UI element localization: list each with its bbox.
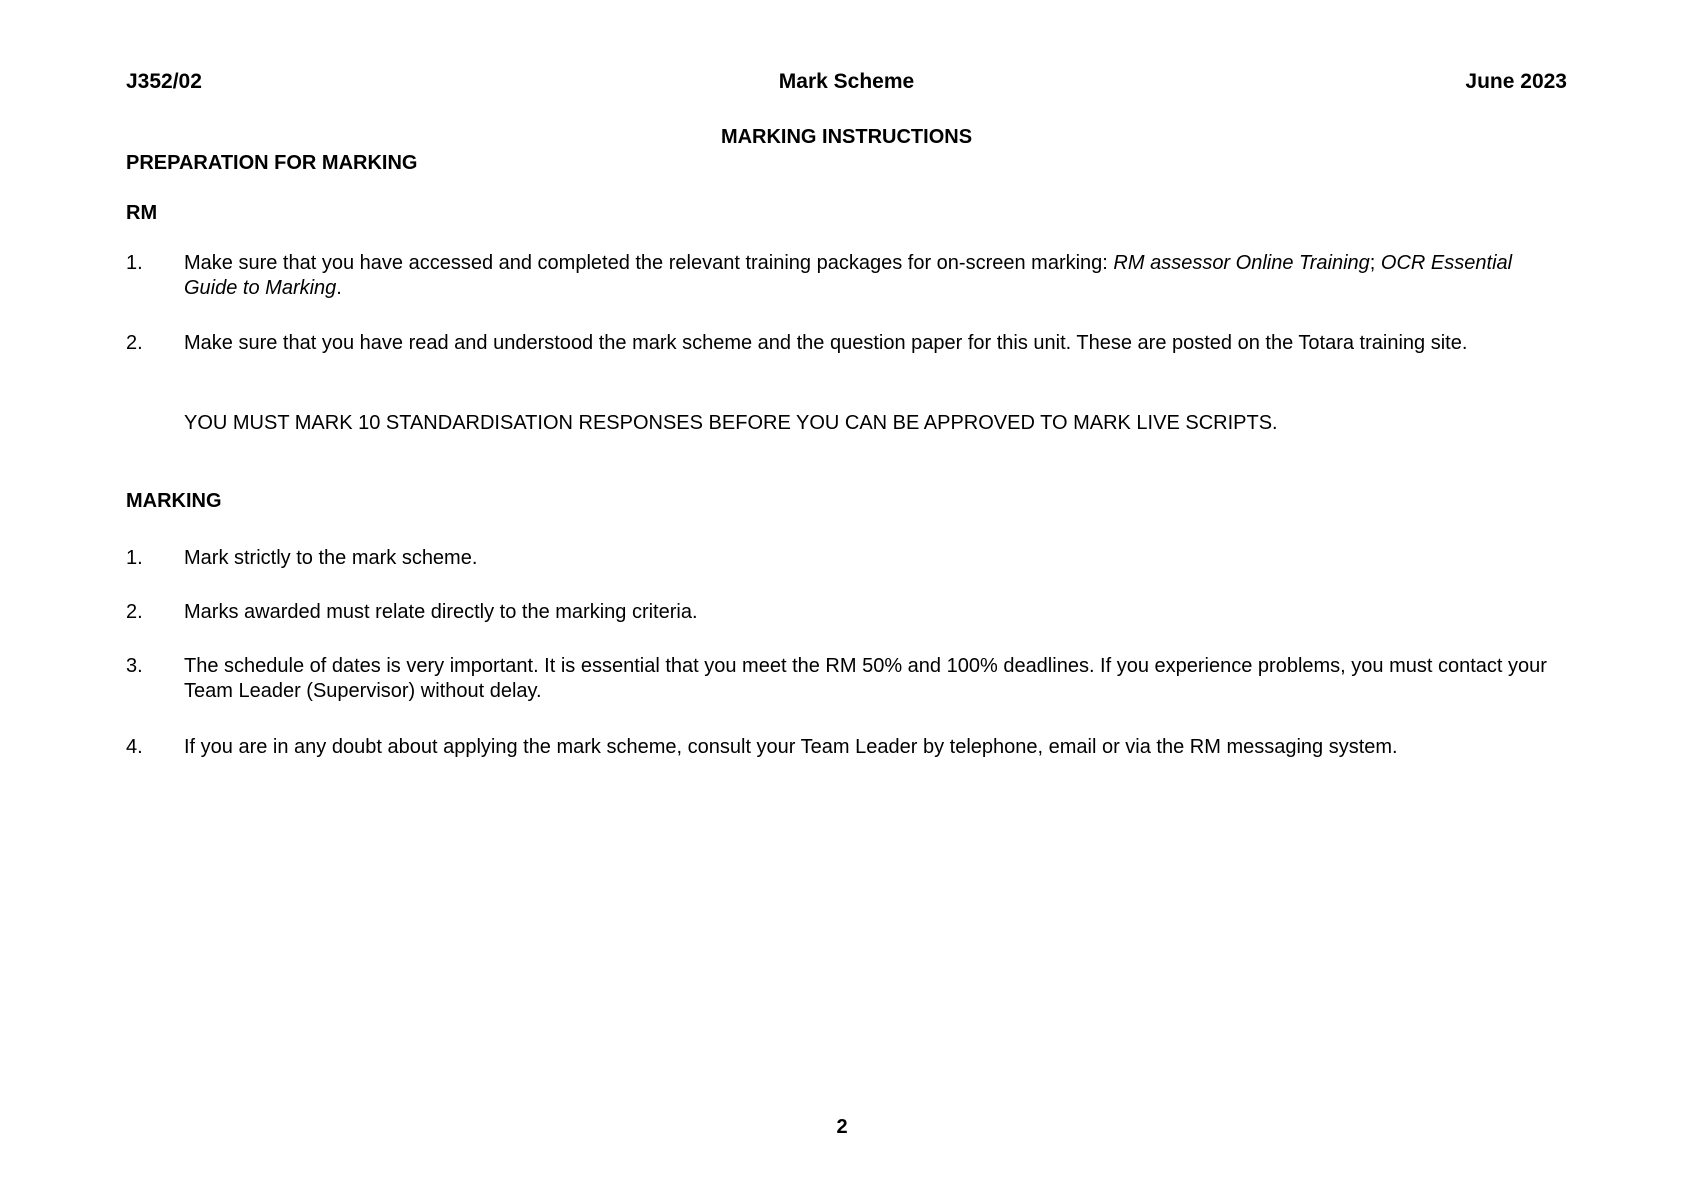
rm-subheading: RM (126, 202, 158, 224)
standardisation-note: YOU MUST MARK 10 STANDARDISATION RESPONSES BEFORE YOU CAN BE APPROVED TO MARK LIVE SCRIPTS. (184, 412, 1278, 434)
list-item (126, 735, 1566, 760)
list-item-number: 2. (126, 332, 143, 354)
list-item-text: If you are in any doubt about applying the mark scheme, consult your Team Leader by telephone, email or via the RM messaging system. (184, 736, 1398, 758)
section-title: MARKING INSTRUCTIONS (720, 126, 973, 148)
header-title: Mark Scheme (778, 70, 915, 93)
paper-code: J352/02 (126, 70, 202, 93)
list-item (126, 546, 1566, 571)
list-item-text: Mark strictly to the mark scheme. (184, 547, 478, 569)
page-header (126, 70, 1567, 98)
list-item-text: Make sure that you have read and understood the mark scheme and the question paper for this unit. These are posted on the Totara training site. (184, 332, 1468, 354)
list-item-text: Make sure that you have accessed and completed the relevant training packages for on-screen marking: RM assessor Online Training; OCR Essential Guide to Marking. (184, 252, 1513, 299)
guide-title: OCR Essential Guide to Marking (184, 252, 1513, 299)
list-item (126, 331, 1566, 356)
marking-heading: MARKING (126, 490, 222, 512)
list-item-number: 2. (126, 601, 143, 623)
page-number: 2 (836, 1116, 848, 1138)
list-item-text: The schedule of dates is very important. It is essential that you meet the RM 50% and 100% deadlines. If you experience problems, you must contact your Team Leader (Supervisor) without delay. (184, 655, 1547, 702)
training-title: RM assessor Online Training (1113, 252, 1370, 274)
list-item (126, 251, 1566, 301)
list-item (126, 600, 1566, 625)
list-item-text: Marks awarded must relate directly to the marking criteria. (184, 601, 698, 623)
preparation-heading: PREPARATION FOR MARKING (126, 152, 418, 174)
list-item-number: 4. (126, 736, 143, 758)
header-date: June 2023 (1465, 70, 1567, 93)
list-item-number: 1. (126, 252, 143, 274)
list-item-number: 3. (126, 655, 143, 677)
list-item-number: 1. (126, 547, 143, 569)
list-item (126, 654, 1566, 704)
